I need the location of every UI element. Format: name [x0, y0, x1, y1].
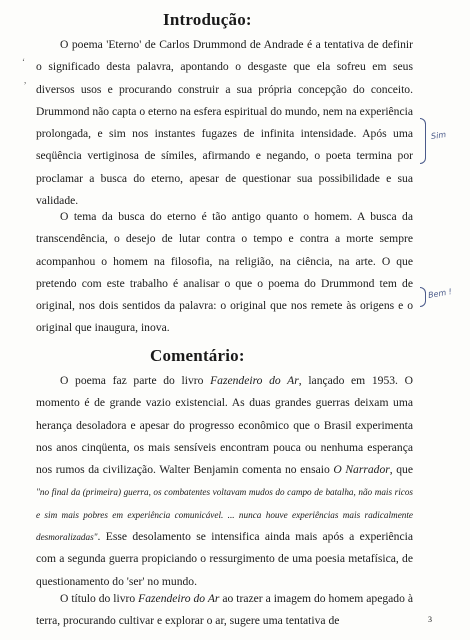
scan-mark: ʻ: [22, 57, 25, 67]
intro-heading: Introdução:: [163, 10, 252, 29]
intro-paragraph-2: O tema da busca do eterno é tão antigo quanto o homem. A busca da transcendência, o desejo de lutar contra o tempo e contra a morte sempre acompanhou o homem na filosofia, na religião, na ciência, na arte. O que pretendo com este trabalho é analisar o que o poema do Drummond tem de original, nos dois sentidos da palavra: o original que nos remete às origens e o original que inaugura, inova.: [36, 210, 413, 335]
margin-bracket-2: [420, 287, 426, 307]
benjamin-quote: "no final da (primeira) guerra, os combatentes voltavam mudos do campo de batalha, não mais ricos e sim mais pobres em experiência comunicável. ... nunca houve experiências mais radicalmente desmoralizadas": [36, 487, 413, 543]
margin-note-bem: Bem !: [427, 286, 453, 301]
comentario-paragraph-2: [36, 588, 413, 633]
comentario-paragraph-1: [36, 370, 413, 593]
page-number: 3: [428, 615, 432, 624]
margin-bracket-1: [420, 118, 426, 164]
comentario-p2-text-a: O título do livro: [60, 592, 139, 605]
margin-note-sim: Sim: [430, 129, 447, 142]
comentario-heading: Comentário:: [150, 346, 245, 365]
scan-mark-2: ,: [24, 75, 27, 85]
book-title: Fazendeiro do Ar: [210, 374, 299, 387]
essay-title: O Narrador: [333, 463, 390, 477]
comentario-p1-text-b: , lançado em 1953. O momento é de grande vazio existencial. As duas grandes guerras deixam uma herança desoladora e apesar do progresso econômico que o Brasil experimenta nos anos cinqüenta, os mais sensíveis encontram pouca ou nenhuma esperança nos rumos da civilização. Walter Benjamin comenta no ensaio: [36, 374, 413, 477]
comentario-p1-text-d: . Esse desolamento se intensifica ainda mais após a experiência com a segunda guerra propiciando o ressurgimento de uma poesia metafísica, de questionamento do 'ser' no mundo.: [36, 530, 413, 588]
intro-paragraph-1: O poema 'Eterno' de Carlos Drummond de Andrade é a tentativa de definir o significado desta palavra, apontando o desgaste que ela sofreu em seus diversos usos e procurando construir a sua própria concepção do conceito. Drummond não capta o eterno na esfera espiritual do mundo, nem na experiência prolongada, e sim nos instantes fugazes de infinita intensidade. Após uma seqüência vertiginosa de símiles, afirmando e negando, o poeta termina por proclamar a busca do eterno, apesar de questionar sua possibilidade e sua validade.: [36, 38, 413, 208]
book-title-2: Fazendeiro do Ar: [138, 592, 220, 605]
comentario-p2-text-b: ao trazer a imagem do homem apegado à terra, procurando cultivar e explorar o ar, sugere uma tentativa de: [36, 592, 413, 628]
comentario-p1-text-c: , que: [389, 463, 414, 477]
comentario-p1-text-a: O poema faz parte do livro: [60, 374, 211, 387]
